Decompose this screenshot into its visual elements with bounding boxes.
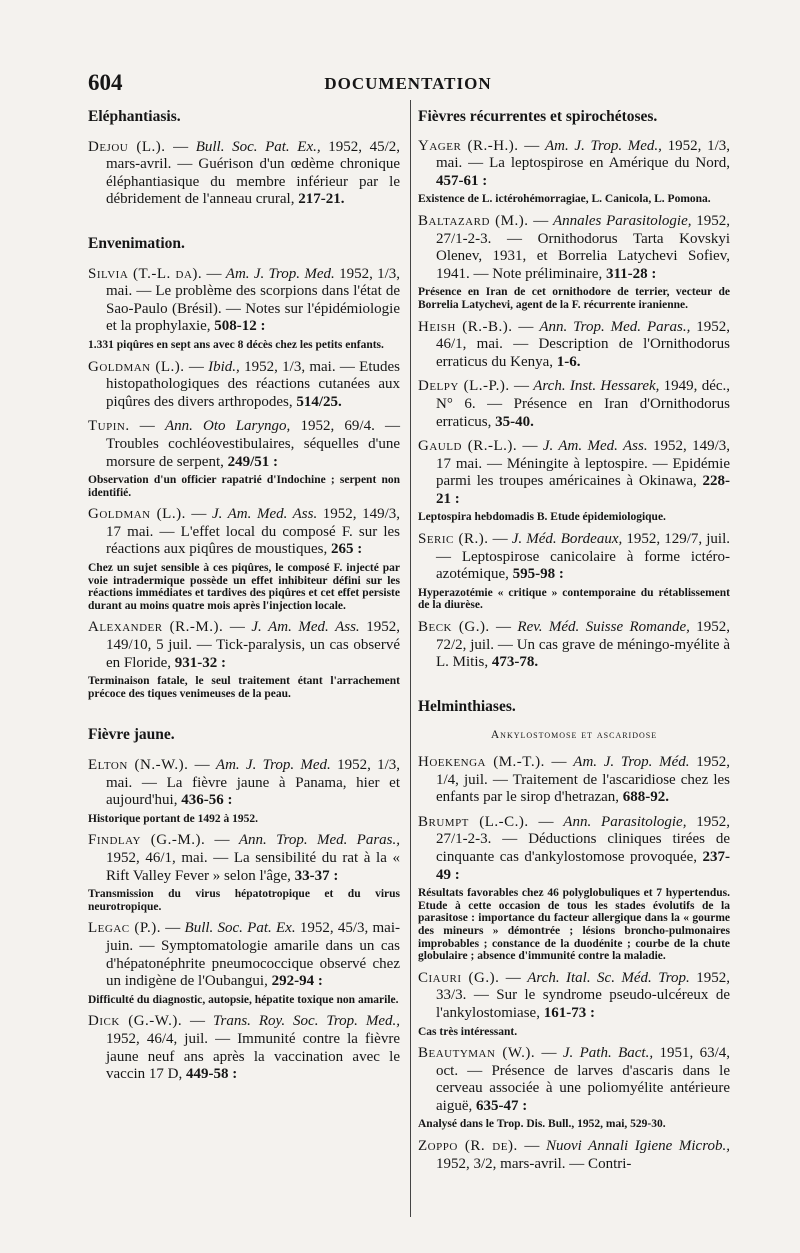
author-name: Zoppo (R. de). [418,1138,518,1155]
author-name: Legac (P.). [88,920,162,937]
citation: Beck (G.). — Rev. Méd. Suisse Romande, 1952, 72/2, juil. — Un cas grave de méningo-myélite à L. Mitis, 473-78. [418,619,731,671]
bibliography-entry [88,418,400,499]
citation-details: 1952, 27/1-2-3. — Déductions cliniques tirées de cinquante cas d'ankylostomose provoquée, [436,813,731,865]
citation-details: 1952, 46/4, juil. — Immunité contre la fièvre jaune neuf ans après la vaccination avec le vaccin 17 D, [106,1030,400,1083]
author-name: Beck (G.). [418,619,490,636]
right-column [418,108,730,1180]
citation: Dejou (L.). — Bull. Soc. Pat. Ex., 1952, 45/2, mars-avril. — Guérison d'un œdème chronique éléphantiasique du membre inférieur par le débridement de l'anneau crural, 217-21. [88,138,401,208]
bibliography-entry [418,378,730,431]
journal-title: Am. J. Trop. Méd. [573,754,690,770]
citation-details: 1952, 27/1-2-3. — Ornithodorus Tarta Kovskyi Olenev, 1931, et Borrelia Latychevi Sofiev, 1941. — Note préliminaire, [436,212,730,282]
abstract-note: Chez un sujet sensible à ces piqûres, le composé F. injecté par voie intradermique possède un effet inhibiteur défini sur les réactions immédiates et tardives des piqûres et cet effet persiste durant au moins quatre mois après l'injection locale. [88,562,400,612]
author-name: Dejou (L.). [88,138,166,155]
citation-details: 1952, 45/2, mars-avril. — Guérison d'un œdème chronique éléphantiasique du membre inférieur par le débridement de l'anneau crural, [106,138,401,208]
citation-details: 1952, 72/2, juil. — Un cas grave de méningo-myélite à L. Mitis, [436,619,731,671]
citation: Seric (R.). — J. Méd. Bordeaux, 1952, 129/7, juil. — Leptospirose canicolaire à forme ictéro-azotémique, 595-98 : [418,531,730,583]
citation-details: 1952, 69/4. — Troubles cochléovestibulaires, séquelles d'une morsure de serpent, [106,418,401,470]
page-range: 514/25. [296,393,342,410]
journal-title: Trans. Roy. Soc. Trop. Med., [212,1013,401,1030]
abstract-note: Terminaison fatale, le seul traitement étant l'arrachement précoce des tiques venimeuses de la peau. [88,675,400,700]
citation: Alexander (R.-M.). — J. Am. Med. Ass. 1952, 149/10, 5 juil. — Tick-paralysis, un cas observé en Floride, 931-32 : [88,619,401,671]
journal-title: J. Path. Bact., [562,1045,654,1062]
citation: Legac (P.). — Bull. Soc. Pat. Ex. 1952, 45/3, mai-juin. — Symptomatologie amarile dans un cas d'hépatonéphrite pneumococcique observé chez un indigène de l'Oubangui, 292-94 : [88,920,400,990]
left-column [88,108,400,1091]
bibliography-entry [88,506,400,612]
journal-title: Ann. Trop. Med. Paras., [539,318,691,335]
citation-details: 1952, 46/1, mai. — Description de l'Ornithodorus erraticus du Kenya, [436,318,731,370]
abstract-note: Transmission du virus hépatotropique et du virus neurotropique. [88,888,400,913]
page-range: 449-58 : [185,1066,238,1083]
page-range: 228-21 : [436,473,730,507]
author-name: Goldman (L.). [88,358,185,375]
abstract-note: Leptospira hebdomadis B. Etude épidemiologique. [418,511,666,524]
author-name: Seric (R.). [418,531,489,548]
page-header [88,70,728,98]
bibliography-entry [88,359,400,412]
author-name: Findlay (G.-M.). [88,832,206,849]
citation: Goldman (L.). — Ibid., 1952, 1/3, mai. — Etudes histopathologiques des réactions cutanées aux piqûres des divers arthropodes, 514/25. [88,358,401,410]
author-name: Heish (R.-B.). [418,318,513,335]
citation-details: 1952, 149/3, 17 mai. — Méningite à leptospire. — Epidémie parmi les troupes américaines à Okinawa, [436,438,731,490]
page-range: 33-37 : [294,867,339,884]
section-title: Envenimation. [88,234,185,252]
page-range: 436-56 : [181,792,233,809]
citation: Brumpt (L.-C.). — Ann. Parasitologie, 1952, 27/1-2-3. — Déductions cliniques tirées de cinquante cas d'ankylostomose provoquée, 237-49 : [418,813,731,883]
citation: Yager (R.-H.). — Am. J. Trop. Med., 1952, 1/3, mai. — La leptospirose en Amérique du Nord, 457-61 : [418,137,731,189]
abstract-note: Analysé dans le Trop. Dis. Bull., 1952, mai, 529-30. [418,1118,666,1131]
author-name: Brumpt (L.-C.). [418,813,529,830]
abstract-note: 1.331 piqûres en sept ans avec 8 décès chez les petits enfants. [88,338,384,351]
abstract-note: Difficulté du diagnostic, autopsie, hépatite toxique non amarile. [88,993,399,1006]
abstract-note: Hyperazotémie « critique » contemporaine du rétablissement de la diurèse. [418,586,730,612]
journal-title: Ann. Parasitologie, [563,813,687,830]
citation: Beautyman (W.). — J. Path. Bact., 1951, 63/4, oct. — Présence de larves d'ascaris dans le cerveau associée à une poliomyélite antérieure aiguë, 635-47 : [418,1045,730,1114]
citation-details: 1952, 3/2, mars-avril. — Contri- [436,1155,632,1172]
author-name: Goldman (L.). [88,506,186,523]
journal-title: J. Am. Med. Ass. [211,506,318,523]
citation: Elton (N.-W.). — Am. J. Trop. Med. 1952, 1/3, mai. — La fièvre jaune à Panama, hier et aujourd'hui, 436-56 : [88,757,401,809]
journal-title: Am. J. Trop. Med., [544,137,662,154]
citation-details: 1952, 1/3, mai. — La fièvre jaune à Panama, hier et aujourd'hui, [106,757,401,809]
citation: Findlay (G.-M.). — Ann. Trop. Med. Paras., 1952, 46/1, mai. — La sensibilité du rat à la « Rift Valley Fever » selon l'âge, 33-37 : [88,832,401,884]
journal-title: Ibid., [208,358,240,375]
bibliography-entry [88,757,400,825]
citation-details: 1952, 1/3, mai. — Etudes histopathologiques des réactions cutanées aux piqûres des divers arthropodes, [106,358,401,410]
page-range: 595-98 : [512,566,564,583]
author-name: Tupin. [88,418,130,435]
page-range: 931-32 : [174,654,226,671]
page-range: 161-73 : [543,1004,595,1021]
section-title: Fièvre jaune. [88,726,175,744]
running-title: DOCUMENTATION [324,74,492,93]
citation-details: 1949, déc., N° 6. — Présence en Iran d'Ornithodorus erraticus, [436,378,731,430]
citation-details: 1952, 33/3. — Sur le syndrome pseudo-ulcéreux de l'ankylostomiase, [436,969,730,1021]
bibliography-entry [418,970,730,1038]
citation: Gauld (R.-L.). — J. Am. Med. Ass. 1952, 149/3, 17 mai. — Méningite à leptospire. — Epidémie parmi les troupes américaines à Okinawa, 228-21 : [418,438,731,507]
abstract-note: Présence en Iran de cet ornithodore de terrier, vecteur de Borrelia Latychevi, agent de la F. récurrente iranienne. [418,286,730,311]
subsection-title: Ankylostomose et ascaridose [490,729,658,742]
page-range: 311-28 : [605,265,657,282]
citation: Tupin. — Ann. Oto Laryngo, 1952, 69/4. — Troubles cochléovestibulaires, séquelles d'une morsure de serpent, 249/51 : [88,418,401,470]
abstract-note: Observation d'un officier rapatrié d'Indochine ; serpent non identifié. [88,474,400,499]
page-range: 457-61 : [436,172,488,189]
bibliography-entry [88,266,400,352]
bibliography-entry [418,138,730,206]
page-range: 688-92. [622,789,670,806]
author-name: Silvia (T.-L. da). [88,265,203,282]
bibliography-entry [418,438,730,524]
author-name: Alexander (R.-M.). [88,619,224,636]
bibliography-entry [88,139,400,209]
citation: Baltazard (M.). — Annales Parasitologie, 1952, 27/1-2-3. — Ornithodorus Tarta Kovskyi Olenev, 1931, et Borrelia Latychevi Sofiev, 1941. — Note préliminaire, 311-28 : [418,212,730,282]
page-range: 473-78. [491,654,539,671]
bibliography-entry [418,1045,730,1131]
bibliography-entry [418,754,730,807]
bibliography-entry [418,619,730,672]
citation-details: 1952, 1/3, mai. — La leptospirose en Amérique du Nord, [436,137,731,172]
bibliography-entry [418,531,730,612]
bibliography-entry [88,920,400,1006]
author-name: Baltazard (M.). [418,212,529,229]
page-number: 604 [88,70,123,95]
abstract-note: Historique portant de 1492 à 1952. [88,812,258,825]
page-range: 1-6. [556,353,581,370]
section-title: Fièvres récurrentes et spirochétoses. [418,108,658,125]
author-name: Delpy (L.-P.). [418,378,510,395]
journal-title: Nuovi Annali Igiene Microb., [545,1138,730,1155]
bibliography-entry [88,832,400,913]
section-title: Helminthiases. [418,697,516,715]
section-title: Eléphantiasis. [88,108,181,125]
citation: Delpy (L.-P.). — Arch. Inst. Hessarek, 1949, déc., N° 6. — Présence en Iran d'Ornithodorus erraticus, 35-40. [418,378,731,430]
citation: Ciauri (G.). — Arch. Ital. Sc. Méd. Trop. 1952, 33/3. — Sur le syndrome pseudo-ulcéreux de l'ankylostomiase, 161-73 : [418,969,730,1021]
citation-details: 1952, 1/4, juil. — Traitement de l'ascaridiose chez les enfants par le sirop d'hetrazan, [436,754,731,806]
page-range: 508-12 : [214,318,266,335]
author-name: Elton (N.-W.). [88,757,189,773]
citation-details: 1952, 149/10, 5 juil. — Tick-paralysis, un cas observé en Floride, [106,619,401,671]
citation: Hoekenga (M.-T.). — Am. J. Trop. Méd. 1952, 1/4, juil. — Traitement de l'ascaridiose chez les enfants par le sirop d'hetrazan, 688-92. [418,754,731,806]
journal-title: Bull. Soc. Pat. Ex. [184,920,296,937]
bibliography-entry [418,814,730,963]
citation-details: 1952, 46/1, mai. — La sensibilité du rat à la « Rift Valley Fever » selon l'âge, [106,849,400,884]
author-name: Hoekenga (M.-T.). [418,754,545,770]
author-name: Beautyman (W.). [418,1045,536,1062]
journal-title: J. Am. Med. Ass. [542,438,648,455]
page-range: 249/51 : [227,453,279,470]
author-name: Gauld (R.-L.). [418,438,518,455]
abstract-note: Cas très intéressant. [418,1025,518,1038]
citation-details: 1952, 129/7, juil. — Leptospirose canicolaire à forme ictéro-azotémique, [436,531,730,583]
column-divider [410,100,411,1217]
bibliography-entry [88,619,400,700]
citation-details: 1951, 63/4, oct. — Présence de larves d'ascaris dans le cerveau associée à une poliomyélite antérieure aiguë, [436,1045,730,1114]
citation-details: 1952, 45/3, mai-juin. — Symptomatologie amarile dans un cas d'hépatonéphrite pneumococcique observé chez un indigène de l'Oubangui, [106,920,400,990]
citation-details: 1952, 1/3, mai. — Le problème des scorpions dans l'état de Sao-Paulo (Brésil). — Notes sur l'épidémiologie et la prophylaxie, [106,265,401,335]
bibliography-entry [88,1013,400,1083]
journal-title: Ann. Oto Laryngo, [164,418,291,435]
page-range: 217-21. [298,191,345,208]
page-range: 292-94 : [271,973,323,990]
page-range: 635-47 : [475,1097,528,1114]
journal-title: Rev. Méd. Suisse Romande, [517,619,690,636]
page-range: 35-40. [495,413,534,430]
journal-title: Arch. Ital. Sc. Méd. Trop. [527,969,690,986]
citation-details: 1952, 149/3, 17 mai. — L'effet local du composé F. sur les réactions aux piqûres de moustiques, [106,506,401,558]
journal-title: J. Méd. Bordeaux, [511,531,623,548]
author-name: Yager (R.-H.). [418,137,519,154]
citation: Dick (G.-W.). — Trans. Roy. Soc. Trop. Med., 1952, 46/4, juil. — Immunité contre la fièvre jaune neuf ans après la vaccination avec le vaccin 17 D, 449-58 : [88,1013,401,1083]
journal-title: Bull. Soc. Pat. Ex., [195,138,321,155]
journal-title: Arch. Inst. Hessarek, [533,378,660,395]
author-name: Dick (G.-W.). [88,1013,183,1030]
journal-title: Annales Parasitologie, [552,212,692,229]
citation: Zoppo (R. de). — Nuovi Annali Igiene Microb., 1952, 3/2, mars-avril. — Contri- [418,1138,730,1172]
journal-title: Am. J. Trop. Med. [215,757,331,773]
journal-title: Ann. Trop. Med. Paras., [238,832,401,849]
author-name: Ciauri (G.). [418,969,500,986]
journal-title: Am. J. Trop. Med. [225,265,335,282]
page-range: 265 : [330,541,363,558]
bibliography-entry [418,319,730,372]
bibliography-entry [418,213,730,312]
abstract-note: Existence de L. ictérohémorragiae, L. Canicola, L. Pomona. [418,193,711,206]
page-range: 237-49 : [436,848,731,883]
bibliography-entry [418,1138,730,1173]
citation: Heish (R.-B.). — Ann. Trop. Med. Paras., 1952, 46/1, mai. — Description de l'Ornithodorus erraticus du Kenya, 1-6. [418,318,731,370]
citation: Goldman (L.). — J. Am. Med. Ass. 1952, 149/3, 17 mai. — L'effet local du composé F. sur les réactions aux piqûres de moustiques, 265 : [88,506,401,558]
abstract-note: Résultats favorables chez 46 polyglobuliques et 7 hypertendus. Etude à cette occasion de tous les stades évolutifs de la parasitose : importance du facteur allergique dans la « gourme des mineurs » démontrée ; lésions broncho-pulmonaires improbables ; constance de la duodénite ; courbe de la chute globulaire ; absence d'immunité contre la maladie. [418,887,730,963]
journal-title: J. Am. Med. Ass. [251,619,360,636]
citation: Silvia (T.-L. da). — Am. J. Trop. Med. 1952, 1/3, mai. — Le problème des scorpions dans l'état de Sao-Paulo (Brésil). — Notes sur l'épidémiologie et la prophylaxie, 508-12 : [88,265,401,335]
